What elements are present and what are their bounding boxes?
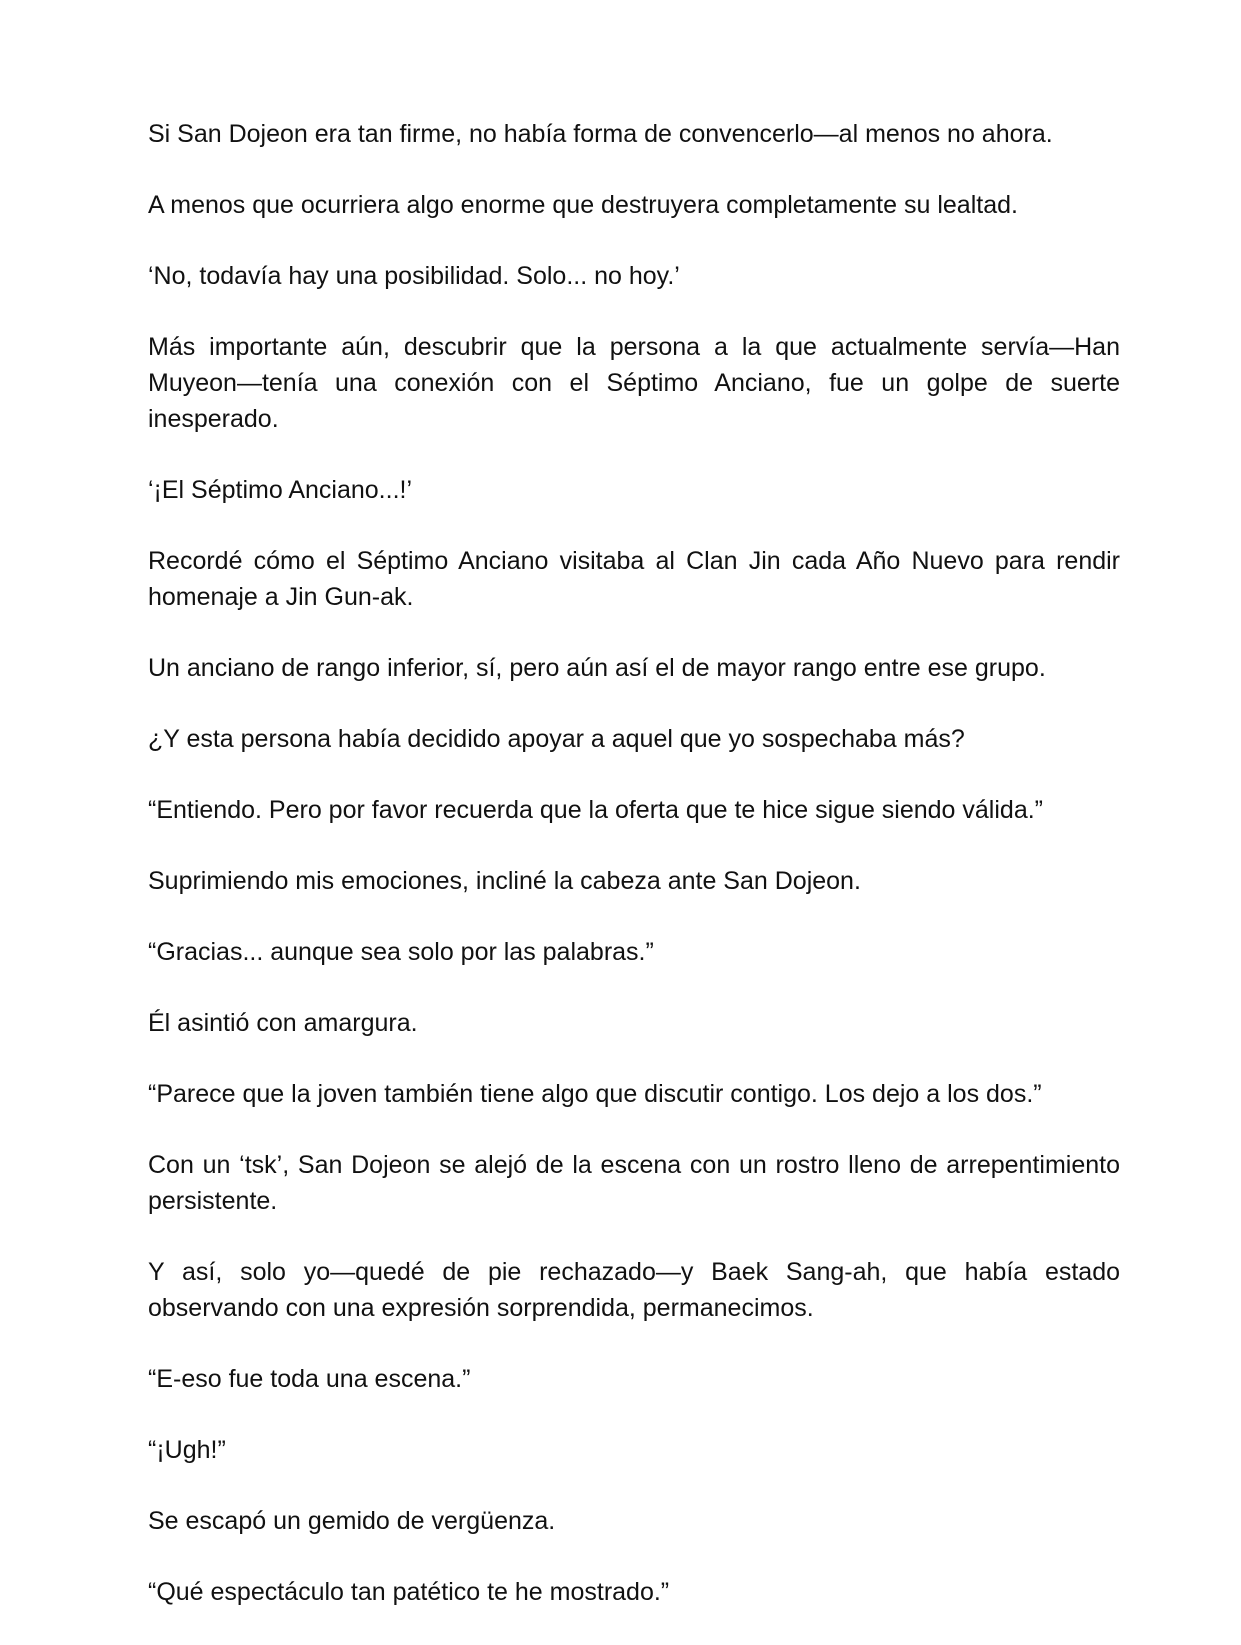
paragraph: ¿Y esta persona había decidido apoyar a aquel que yo sospechaba más? [148, 725, 965, 753]
paragraph: “¡Ugh!” [148, 1436, 226, 1464]
paragraph: “Entiendo. Pero por favor recuerda que la oferta que te hice sigue siendo válida.” [148, 796, 1043, 824]
paragraph: “E-eso fue toda una escena.” [148, 1365, 471, 1393]
paragraph: Si San Dojeon era tan firme, no había forma de convencerlo—al menos no ahora. [148, 120, 1053, 148]
paragraph: A menos que ocurriera algo enorme que destruyera completamente su lealtad. [148, 191, 1018, 219]
paragraph: Y así, solo yo—quedé de pie rechazado—y Baek Sang-ah, que había estado observando con una expresión sorprendida, permanecimos. [148, 1258, 1120, 1322]
paragraph: Suprimiendo mis emociones, incliné la cabeza ante San Dojeon. [148, 867, 861, 895]
paragraph: “Parece que la joven también tiene algo que discutir contigo. Los dejo a los dos.” [148, 1080, 1042, 1108]
paragraph: Se escapó un gemido de vergüenza. [148, 1507, 556, 1535]
paragraph: Con un ‘tsk’, San Dojeon se alejó de la escena con un rostro lleno de arrepentimiento persistente. [148, 1151, 1120, 1215]
paragraph: ‘No, todavía hay una posibilidad. Solo... no hoy.’ [148, 262, 680, 290]
paragraph: Recordé cómo el Séptimo Anciano visitaba al Clan Jin cada Año Nuevo para rendir homenaje a Jin Gun-ak. [148, 547, 1120, 611]
paragraph: “Qué espectáculo tan patético te he mostrado.” [148, 1578, 670, 1606]
paragraph: ‘¡El Séptimo Anciano...!’ [148, 476, 413, 504]
document-body [148, 116, 1120, 1645]
paragraph: Un anciano de rango inferior, sí, pero aún así el de mayor rango entre ese grupo. [148, 654, 1046, 682]
paragraph: Más importante aún, descubrir que la persona a la que actualmente servía—Han Muyeon—tenía una conexión con el Séptimo Anciano, fue un golpe de suerte inesperado. [148, 333, 1120, 433]
paragraph: Él asintió con amargura. [148, 1009, 418, 1037]
paragraph: “Gracias... aunque sea solo por las palabras.” [148, 938, 654, 966]
